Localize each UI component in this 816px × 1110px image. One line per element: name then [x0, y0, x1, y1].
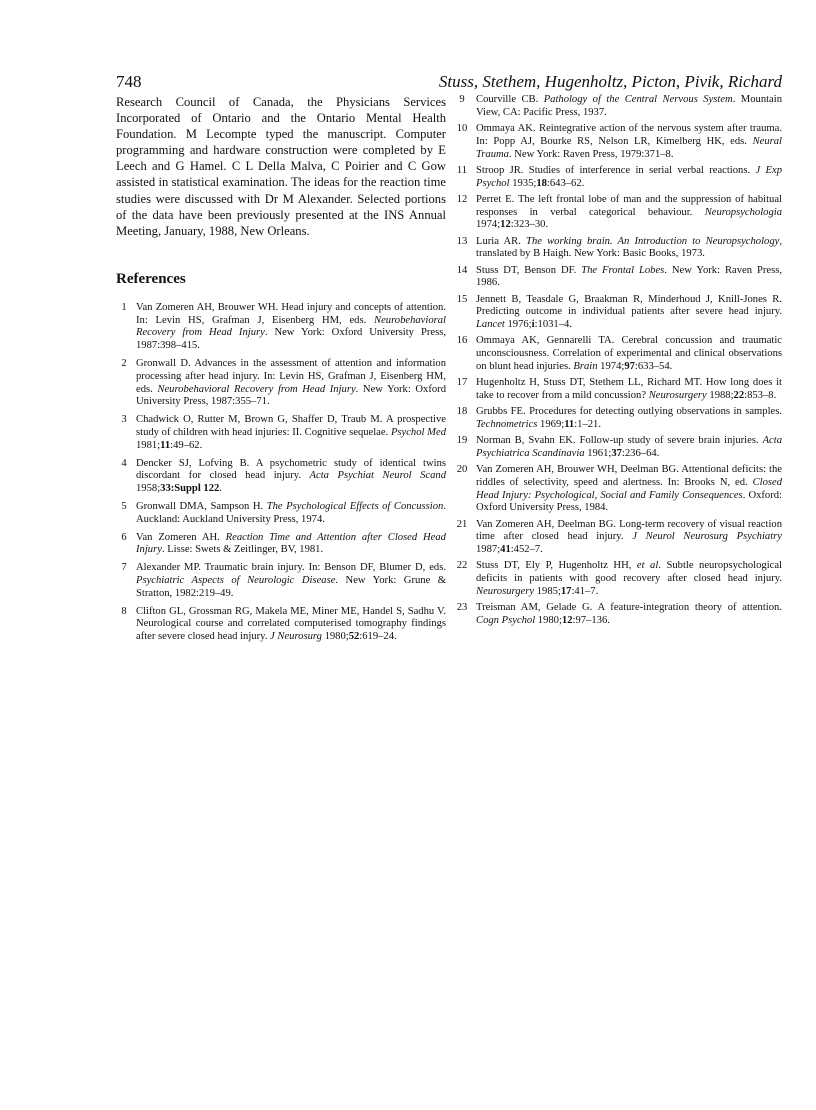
reference-list-right: [456, 94, 782, 628]
reference-number: 6: [121, 531, 127, 543]
reference-item: [456, 294, 782, 332]
reference-number: 3: [121, 414, 127, 426]
reference-details: 1935;: [509, 177, 537, 189]
reference-details: . Auckland: Auckland University Press, 1974.: [136, 501, 446, 525]
reference-details: 1987;: [476, 544, 501, 556]
reference-item: [116, 302, 446, 353]
reference-number: 19: [456, 435, 468, 447]
reference-pages: .: [219, 483, 222, 495]
reference-authors-title: Van Zomeren AH, Brouwer WH. Head injury and concepts of attention. In: Levin HS, Grafman J, Eisenberg HM, eds.: [136, 301, 446, 326]
reference-authors-title: Ommaya AK. Reintegrative action of the nervous system after trauma. In: Popp AJ, Bourke RS, Nelson LR, Kimelberg HK, eds.: [476, 122, 782, 147]
reference-details: 1958;: [136, 483, 161, 495]
reference-item: [456, 94, 782, 120]
reference-item: [456, 236, 782, 262]
reference-pages: :323–30.: [510, 219, 549, 231]
reference-number: 22: [456, 560, 468, 572]
reference-details: . New York: Grune & Stratton, 1982:219–49.: [136, 574, 446, 599]
reference-details: 1974;: [597, 360, 625, 372]
reference-authors-title: Ommaya AK, Gennarelli TA. Cerebral concussion and traumatic unconsciousness. Correlation of experimental and clinical observations on blunt head injuries.: [476, 335, 782, 372]
reference-source: Neurosurgery: [648, 389, 707, 401]
reference-source: The working brain. An Introduction to Neuropsychology: [526, 235, 780, 247]
reference-number: 1: [121, 301, 127, 313]
reference-source: Reaction Time and Attention after Closed Head Injury: [136, 531, 446, 556]
running-head: Stuss, Stethem, Hugenholtz, Picton, Pivik, Richard: [438, 72, 782, 91]
reference-volume: 11: [564, 418, 575, 430]
reference-pages: :97–136.: [572, 614, 610, 626]
left-column: [116, 94, 446, 649]
reference-source: Neural Trauma: [476, 135, 782, 160]
reference-authors-title: Gronwall D. Advances in the assessment of attention and information processing after head injury. In: Levin HS, Grafman J, Eisenberg HM, eds.: [136, 358, 446, 395]
reference-volume: 22: [733, 389, 745, 401]
reference-source: et al: [636, 560, 659, 572]
reference-details: 1981;: [136, 439, 161, 451]
reference-item: [116, 562, 446, 600]
reference-source: The Frontal Lobes: [581, 264, 665, 276]
reference-details: . New York: Raven Press, 1986.: [476, 264, 782, 289]
reference-item: [456, 165, 782, 191]
reference-number: 21: [456, 518, 468, 530]
reference-item: [456, 377, 782, 403]
reference-number: 8: [121, 605, 127, 617]
reference-source: Lancet: [476, 319, 505, 331]
reference-details: 1988;: [706, 389, 734, 401]
reference-number: 9: [459, 94, 465, 105]
reference-item: [456, 123, 782, 161]
reference-item: [116, 606, 446, 644]
reference-volume: 18: [536, 177, 547, 189]
reference-source: J Exp Psychol: [476, 164, 783, 189]
reference-authors-title: Van Zomeren AH.: [136, 531, 226, 543]
reference-authors-title: Stuss DT, Benson DF.: [476, 264, 582, 276]
reference-source: Technometrics: [476, 418, 538, 430]
reference-list-left: [116, 302, 446, 644]
reference-number: 10: [456, 122, 468, 134]
reference-source: Pathology of the Central Nervous System: [543, 94, 733, 105]
reference-details: 1961;: [584, 447, 612, 459]
reference-authors-title: Van Zomeren AH, Deelman BG. Long-term recovery of visual reaction time after closed head injury.: [476, 518, 782, 543]
reference-details: . Mountain View, CA: Pacific Press, 1937.: [476, 94, 783, 118]
reference-authors-title: Perret E. The left frontal lobe of man and the suppression of habitual responses in verbal categorical behaviour.: [476, 193, 782, 218]
reference-number: 12: [456, 193, 468, 205]
reference-authors-title: Dencker SJ, Lofving B. A psychometric study of identical twins discordant for closed head injury.: [136, 457, 446, 482]
reference-pages: :49–62.: [170, 439, 203, 451]
reference-pages: :633–54.: [634, 360, 673, 372]
reference-volume: 41: [500, 544, 511, 556]
reference-details: 1980;: [321, 631, 349, 643]
reference-item: [456, 464, 782, 515]
reference-volume: 12: [561, 614, 573, 626]
reference-source: Neuropsychologia: [704, 206, 782, 218]
reference-volume: 33:Suppl 122: [160, 483, 220, 495]
reference-authors-title: Courville CB.: [476, 94, 544, 105]
reference-source: Psychol Med: [390, 427, 446, 439]
reference-authors-title: Stroop JR. Studies of interference in serial verbal reactions.: [476, 164, 756, 176]
reference-authors-title: Alexander MP. Traumatic brain injury. In: Benson DF, Blumer D, eds.: [136, 562, 446, 574]
references-heading: References: [116, 270, 186, 287]
reference-details: . Lisse: Swets & Zeitlinger, BV, 1981.: [161, 544, 324, 556]
reference-pages: :643–62.: [546, 177, 585, 189]
reference-source: The Psychological Effects of Concussion: [266, 501, 444, 512]
reference-authors-title: Hugenholtz H, Stuss DT, Stethem LL, Richard MT. How long does it take to recover from a mild concussion?: [476, 377, 782, 401]
reference-pages: :1–21.: [574, 418, 601, 430]
reference-authors-title: Stuss DT, Ely P, Hugenholtz HH,: [476, 560, 637, 572]
reference-item: [456, 194, 782, 232]
reference-number: 15: [456, 293, 468, 305]
reference-authors-title: Jennett B, Teasdale G, Braakman R, Minderhoud J, Knill-Jones R. Predicting outcome in individual patients after severe head injury.: [476, 293, 782, 318]
reference-volume: 37: [611, 447, 622, 459]
reference-volume: 97: [624, 360, 635, 372]
reference-details: 1969;: [537, 418, 565, 430]
reference-item: [456, 519, 782, 557]
reference-authors-title: Chadwick O, Rutter M, Brown G, Shaffer D, Traub M. A prospective study of children with head injuries: II. Cognitive sequelae.: [136, 414, 446, 439]
reference-source: Cogn Psychol: [476, 614, 536, 626]
reference-number: 16: [456, 335, 468, 347]
reference-item: [456, 602, 782, 628]
reference-number: 2: [121, 358, 127, 370]
reference-item: [456, 435, 782, 461]
reference-authors-title: Grubbs FE. Procedures for detecting outlying observations in samples.: [476, 406, 782, 418]
reference-volume: 11: [160, 439, 171, 451]
reference-details: 1974;: [476, 219, 501, 231]
reference-pages: :853–8.: [744, 389, 777, 401]
reference-journal: Neurosurgery: [476, 585, 535, 597]
reference-year: 1985;: [534, 585, 561, 597]
reference-source: J Neurol Neurosurg Psychiatry: [632, 531, 782, 543]
reference-details: . New York: Oxford University Press, 1987:398–415.: [136, 327, 446, 352]
reference-authors-title: Van Zomeren AH, Brouwer WH, Deelman BG. Attentional deficits: the riddles of selectivity, speed and alertness. In: Brooks N, ed.: [476, 464, 782, 488]
reference-number: 17: [456, 377, 468, 389]
reference-details: . Subtle neuropsychological deficits in patients with good recovery after closed head injury.: [476, 560, 783, 585]
reference-item: [116, 414, 446, 452]
reference-details: . New York: Raven Press, 1979:371–8.: [508, 148, 674, 160]
reference-pages: :1031–4.: [534, 319, 572, 331]
reference-authors-title: Norman B, Svahn EK. Follow-up study of severe brain injuries.: [476, 435, 763, 447]
page-number: 748: [116, 72, 142, 91]
reference-pages: :619–24.: [359, 631, 397, 643]
reference-item: [456, 560, 782, 598]
reference-source: Brain: [573, 360, 598, 372]
reference-number: 11: [456, 164, 468, 176]
reference-authors-title: Luria AR.: [476, 235, 527, 247]
reference-number: 7: [121, 562, 127, 574]
reference-source: J Neurosurg: [270, 631, 322, 643]
reference-authors-title: Gronwall DMA, Sampson H.: [136, 501, 267, 512]
reference-item: [456, 406, 782, 432]
reference-item: [116, 532, 446, 558]
reference-authors-title: Treisman AM, Gelade G. A feature-integration theory of attention.: [476, 602, 782, 614]
reference-volume: i: [531, 319, 535, 331]
reference-pages: :41–7.: [571, 585, 599, 597]
reference-number: 20: [456, 464, 468, 476]
reference-number: 4: [121, 457, 127, 469]
acknowledgement-paragraph: Research Council of Canada, the Physicians Services Incorporated of Ontario and the Ontario Mental Health Foundation. M Lecompte typed the manuscript. Computer programming and hardware construction were completed by E Leech and G Hamel. C L Della Malva, C Poirier and C Gow assisted in statistical examination. The ideas for the reaction time studies were discussed with Dr M Alexander. Selected portions of the data have been previously presented at the INS Annual Meeting, January, 1988, New Orleans.: [116, 95, 446, 238]
reference-details: 1980;: [535, 614, 562, 626]
reference-item: [116, 458, 446, 496]
reference-number: 14: [456, 264, 468, 276]
reference-source: Neurobehavioral Recovery from Head Injury: [157, 383, 356, 395]
reference-volume: 12: [500, 219, 511, 231]
reference-number: 18: [456, 406, 468, 418]
reference-details: . Oxford: Oxford University Press, 1984.: [476, 489, 782, 514]
reference-authors-title: Clifton GL, Grossman RG, Makela ME, Miner ME, Handel S, Sadhu V. Neurological course and correlated computerised tomography findings after severe closed head injury.: [136, 605, 446, 643]
reference-details: 1976;: [504, 319, 532, 331]
reference-details: . New York: Oxford University Press, 1987:355–71.: [136, 383, 446, 408]
reference-details: , translated by B Haigh. New York: Basic Books, 1973.: [476, 235, 782, 260]
reference-item: [456, 265, 782, 291]
reference-number: 5: [121, 501, 127, 512]
reference-number: 23: [456, 602, 468, 614]
right-column: [456, 94, 782, 631]
reference-source: Neurobehavioral Recovery from Head Injury: [136, 314, 446, 339]
reference-source: Acta Psychiat Neurol Scand: [309, 470, 446, 482]
reference-number: 13: [456, 235, 468, 247]
reference-source: Closed Head Injury: Psychological, Social and Family Consequences: [476, 476, 782, 501]
reference-source: Acta Psychiatrica Scandinavia: [476, 435, 782, 459]
reference-pages: :236–64.: [621, 447, 660, 459]
reference-item: [116, 501, 446, 527]
reference-item: [456, 335, 782, 373]
reference-source: Psychiatric Aspects of Neurologic Disease: [136, 574, 336, 586]
reference-pages: :452–7.: [510, 544, 543, 556]
reference-item: [116, 358, 446, 409]
reference-volume: 52: [348, 631, 360, 643]
reference-volume: 17: [560, 585, 572, 597]
